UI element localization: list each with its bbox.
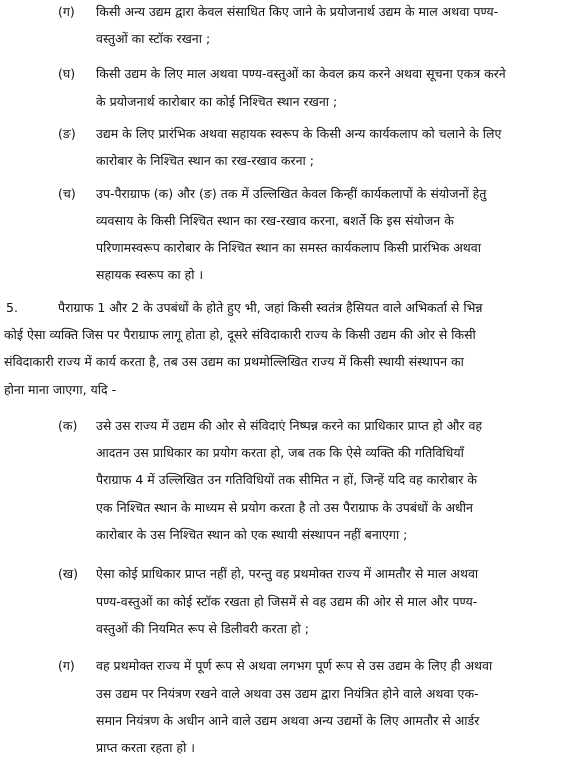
item-marker: (ङ) — [58, 126, 76, 141]
text-line: आदतन उस प्राधिकार का प्रयोग करता हो, जब तक कि ऐसे व्यक्ति की गतिविधियाँ — [96, 445, 464, 460]
text-line: पैराग्राफ 4 में उल्लिखित उन गतिविधियों तक सीमित न हों, जिन्हें यदि वह कारोबार के — [96, 472, 477, 487]
text-line: पण्य-वस्तुओं का कोई स्टॉक रखता हो जिसमें से वह उद्यम की ओर से माल और पण्य- — [96, 594, 478, 609]
text-line: उस उद्यम पर नियंत्रण रखने वाले अथवा उस उद्यम द्वारा नियंत्रित होने वाले अथवा एक- — [96, 686, 479, 701]
text-line: समान नियंत्रण के अधीन आने वाले उद्यम अथवा अन्य उद्यमों के लिए आमतौर से आर्डर — [96, 713, 480, 728]
text-line: एक निश्चित स्थान के माध्यम से प्रयोग करता है तो उस पैराग्राफ के उपबंधों के अधीन — [96, 500, 473, 515]
item-marker: (क) — [58, 418, 78, 433]
text-line: व्यवसाय के किसी निश्चित स्थान का रख-रखाव करना, बशर्ते कि इस संयोजन के — [96, 213, 454, 228]
text-line: किसी अन्य उद्यम द्वारा केवल संसाधित किए जाने के प्रयोजनार्थ उद्यम के माल अथवा पण्य- — [96, 4, 499, 19]
text-line: संविदाकारी राज्य में कार्य करता है, तब उस उद्यम का प्रथमोल्लिखित राज्य में किसी स्थायी संस्थापन का — [4, 354, 464, 369]
item-marker: (च) — [58, 186, 76, 201]
text-line: किसी उद्यम के लिए माल अथवा पण्य-वस्तुओं का केवल क्रय करने अथवा सूचना एकत्र करने — [96, 66, 506, 81]
text-line: उसे उस राज्य में उद्यम की ओर से संविदाएं निष्पन्न करने का प्राधिकार प्राप्त हो और वह — [96, 418, 483, 433]
item-marker: (ख) — [58, 566, 78, 581]
text-line: उद्यम के लिए प्रारंभिक अथवा सहायक स्वरूप के किसी अन्य कार्यकलाप को चलाने के लिए — [96, 126, 502, 141]
text-line: कारोबार के उस निश्चित स्थान को एक स्थायी संस्थापन नहीं बनाएगा ; — [96, 527, 408, 542]
text-line: वस्तुओं की नियमित रूप से डिलीवरी करता हो ; — [96, 621, 309, 636]
text-line: सहायक स्वरूप का हो । — [96, 267, 204, 282]
text-line: परिणामस्वरूप कारोबार के निश्चित स्थान का समस्त कार्यकलाप किसी प्रारंभिक अथवा — [96, 240, 481, 255]
text-line: कारोबार के निश्चित स्थान का रख-रखाव करना ; — [96, 153, 314, 168]
text-line: प्राप्त करता रहता हो । — [96, 740, 196, 755]
text-line: ऐसा कोई प्राधिकार प्राप्त नहीं हो, परन्तु वह प्रथमोक्त राज्य में आमतौर से माल अथवा — [96, 566, 479, 581]
text-line: वह प्रथमोक्त राज्य में पूर्ण रूप से अथवा लगभग पूर्ण रूप से उस उद्यम के लिए ही अथवा — [96, 658, 493, 673]
text-line: कोई ऐसा व्यक्ति जिस पर पैराग्राफ लागू होता हो, दूसरे संविदाकारी राज्य के किसी उद्यम की ओर से किसी — [4, 327, 476, 342]
text-line: होना माना जाएगा, यदि - — [4, 382, 117, 397]
text-line: के प्रयोजनार्थ कारोबार का कोई निश्चित स्थान रखना ; — [96, 94, 338, 109]
text-line: वस्तुओं का स्टॉक रखना ; — [96, 31, 211, 46]
item-marker: (ग) — [58, 4, 75, 19]
text-line: पैराग्राफ 1 और 2 के उपबंधों के होते हुए भी, जहां किसी स्वतंत्र हैसियत वाले अभिकर्ता से भिन्न — [58, 300, 483, 315]
item-marker: (घ) — [58, 66, 76, 81]
item-marker: (ग) — [58, 658, 75, 673]
text-line: उप-पैराग्राफ (क) और (ङ) तक में उल्लिखित केवल किन्हीं कार्यकलापों के संयोजनों हेतु — [96, 186, 487, 201]
paragraph-number: 5. — [6, 300, 18, 315]
